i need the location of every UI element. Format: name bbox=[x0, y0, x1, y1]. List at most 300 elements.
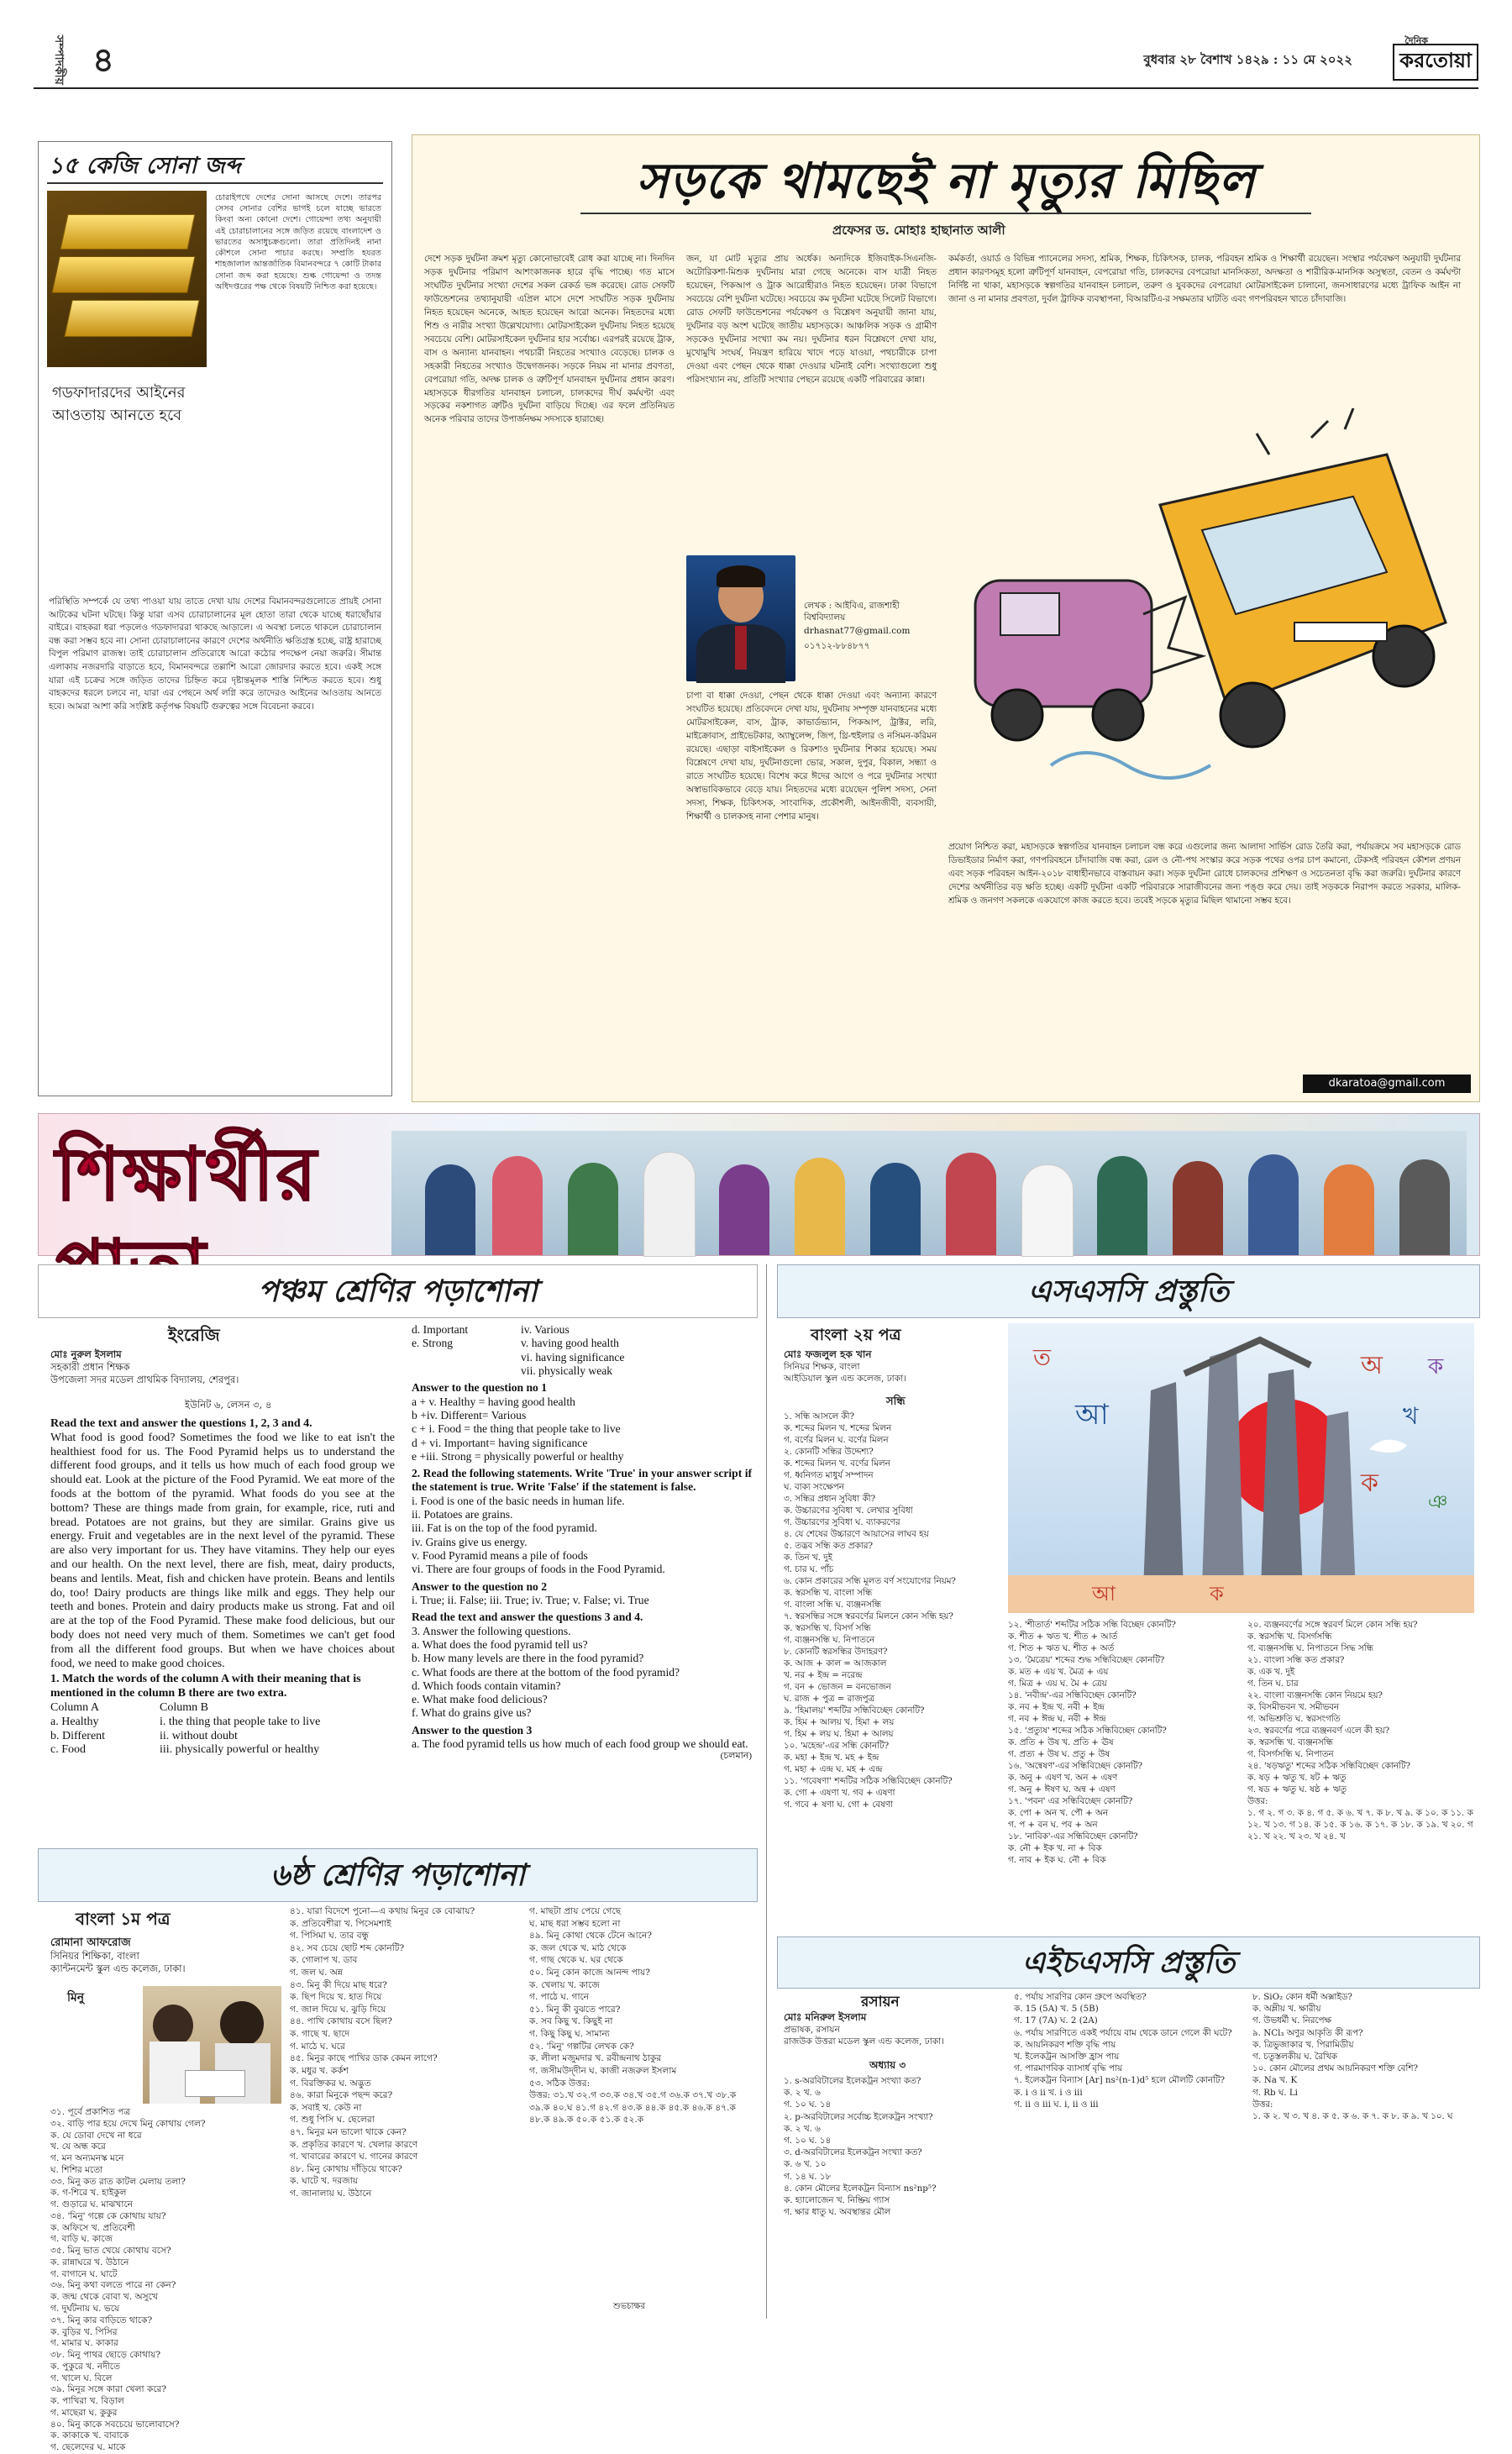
question-line: গ. জাল দিয়ে ঘ. ঝুড়ি দিয়ে bbox=[290, 2004, 386, 2015]
grade5-subject: ইংরেজি bbox=[168, 1325, 220, 1345]
ssc-teacher bbox=[784, 1348, 994, 1385]
banner-title: শিক্ষার্থীর bbox=[55, 1130, 318, 1217]
question-line: খ. যে অন্ধ করে bbox=[50, 2141, 106, 2152]
question-line: ৪. কোন মৌলের ইলেকট্রন বিন্যাস ns²np⁵? bbox=[784, 2183, 937, 2194]
question-line: গ. ১৪ ঘ. ১৮ bbox=[784, 2171, 832, 2182]
question-line: ক. i ও ii খ. i ও iii bbox=[1014, 2087, 1083, 2098]
banner-photo-strip bbox=[391, 1114, 1483, 1255]
grade5-ans1-4: e +iii. Strong = physically powerful or healthy bbox=[412, 1449, 624, 1463]
svg-text:আ: আ bbox=[1092, 1582, 1116, 1605]
question-line: গ. শিত + ঋত ঘ. শীত + অর্ত bbox=[1008, 1643, 1115, 1653]
question-line: ক. জল থেকে খ. মাঠ থেকে bbox=[529, 1942, 627, 1953]
question-line: ৩৩. মিনু কত রাত কাটল মেলায় তলা? bbox=[50, 2176, 186, 2187]
author-photo bbox=[686, 555, 795, 681]
question-line: ৬. কোন প্রকারের সন্ধি মূলত বর্ণ সংযোগের নিয়ম? bbox=[784, 1576, 956, 1586]
grade5-ans3: a. The food pyramid tells us how much of each food group we should eat. bbox=[412, 1737, 748, 1751]
question-line: গ. নাব + ইক ঘ. নৌ + বিক bbox=[1008, 1855, 1106, 1865]
question-line: ৪৯. মিনু কোথা থেকে টেনে আনে? bbox=[529, 1931, 652, 1942]
question-line: গ. বন + ভোজন = বনভোজন bbox=[784, 1682, 891, 1692]
svg-text:ত: ত bbox=[1033, 1343, 1052, 1371]
question-line: ক. অনু + এষণ খ. অন + এষণ bbox=[1008, 1773, 1118, 1783]
question-line: গ. দুর্ঘটনায় ঘ. ভয়ে bbox=[50, 2304, 120, 2315]
grade5-colA-4: e. Strong bbox=[412, 1337, 454, 1350]
question-line: ১৬. 'অন্বেষণ'-এর সন্ধিবিচ্ছেদ কোনটি? bbox=[1008, 1761, 1142, 1771]
grade5-continued: (চলমান) bbox=[720, 1751, 752, 1762]
question-line: ক. পুকুরে খ. নদীতে bbox=[50, 2361, 121, 2372]
grade5-q3: 3. Answer the following questions. bbox=[412, 1624, 571, 1637]
question-line: গ. ১০ ঘ. ১৪ bbox=[784, 2136, 832, 2147]
question-line: ক. এক খ. দুই bbox=[1247, 1667, 1295, 1677]
grade5-match-table bbox=[50, 1701, 395, 1758]
question-line: ৫১. মিনু কী বুঝতে পারে? bbox=[529, 2004, 621, 2015]
question-line: গ. ছেলেদের ঘ. মাকে bbox=[50, 2442, 126, 2453]
question-line: ক. গোলাপ খ. ডাব bbox=[290, 1955, 358, 1966]
question-line: ক. প্রকৃতির কারণে খ. খেলার কারণে bbox=[290, 2139, 418, 2150]
grade6-topic: মিনু bbox=[67, 1991, 85, 2005]
question-line: ২০. ব্যঞ্জনবর্ণের সঙ্গে স্বরবর্ণ মিলে কোন সন্ধি হয়? bbox=[1247, 1620, 1418, 1630]
question-line: গ. বাগানে ঘ. ঘাটে bbox=[50, 2268, 118, 2279]
grade5-ans1-1: b +iv. Different= Various bbox=[412, 1408, 527, 1421]
feature-title: সড়কে থামছেই না মৃত্যুর মিছিল bbox=[636, 152, 1256, 209]
hsc-teacher-role: প্রভাষক, রসায়ন bbox=[784, 2024, 840, 2035]
question-line: গ. পাঠে ঘ. গানে bbox=[529, 1992, 590, 2003]
grade5-q3-1: b. How many levels are there in the food pyramid? bbox=[412, 1652, 644, 1665]
question-line: গ. বিরক্তিকর ঘ. অদ্ভুত bbox=[290, 2078, 371, 2089]
contact-email[interactable]: dkaratoa@gmail.com bbox=[1328, 1077, 1446, 1090]
question-line: গ. ষড + ঋতু ঘ. ষষ্ঠ + ঋতু bbox=[1247, 1784, 1347, 1795]
grade5-ans1-3: d + vi. Important= having significance bbox=[412, 1436, 588, 1449]
grade5-q2: 2. Read the following statements. Write 'True' in your answer script if the statement is true. Write 'False' if the statement is false. bbox=[412, 1467, 752, 1494]
question-line: গ. গুড়ারে ঘ. মাঝখানে bbox=[50, 2199, 134, 2210]
ssc-subject: বাংলা ২য় পত্র bbox=[811, 1326, 901, 1344]
question-line: ক. স্বরসন্ধি খ. ব্যঞ্জনসন্ধি bbox=[1247, 1737, 1333, 1747]
question-line: ক. হ্যালোজেন খ. নিষ্ক্রিয় গ্যাস bbox=[784, 2195, 890, 2206]
question-line: ৪৪. পাখি কোথায় বসে ছিল? bbox=[290, 2016, 392, 2027]
grade5-teacher-role: সহকারী প্রধান শিক্ষক bbox=[50, 1361, 130, 1374]
question-line: ক. বিসমীভবন খ. সমীভবন bbox=[1247, 1702, 1340, 1712]
grade5-q3-4: e. What make food delicious? bbox=[412, 1693, 548, 1706]
grade5-colB-1: ii. without doubt bbox=[160, 1729, 238, 1742]
question-line: ১০. কোন মৌলের প্রথম আয়নিকরণ শক্তি বেশি? bbox=[1252, 2063, 1418, 2074]
sidebar-editorial bbox=[38, 141, 392, 1096]
question-line: ৫০. মিনু কোন কাজে আনন্দ পায়? bbox=[529, 1968, 650, 1978]
question-line: ক. গ-শিরে খ. হাইকুল bbox=[50, 2188, 127, 2199]
question-line: ৮. কোনটি স্বরসন্ধির উদাহরণ? bbox=[784, 1647, 888, 1657]
question-line: ৪৮. মিনু কোথায় দাঁড়িয়ে থাকে? bbox=[290, 2163, 402, 2174]
grade5-colB-4: v. having good health bbox=[521, 1337, 619, 1350]
question-line: গ. জসীমউদ্‌দীন ঘ. কাজী নজরুল ইসলাম bbox=[529, 2065, 677, 2076]
grade5-q2-5: vi. There are four groups of foods in the Food Pyramid. bbox=[412, 1563, 665, 1576]
svg-text:খ: খ bbox=[1403, 1402, 1419, 1430]
question-line: গ. মামার ঘ. কাকার bbox=[50, 2338, 118, 2349]
grade5-heading: পঞ্চম শ্রেণির পড়াশোনা bbox=[38, 1264, 758, 1318]
grade6-subject: বাংলা ১ম পত্র bbox=[76, 1909, 171, 1929]
question-line: গ. পারমাণবিক ব্যাসার্ধ বৃদ্ধি পায় bbox=[1014, 2063, 1123, 2074]
question-line: ক. আজ + কাল = আজকাল bbox=[784, 1658, 887, 1668]
hsc-school: রাজউক উত্তরা মডেল স্কুল এন্ড কলেজ, ঢাকা। bbox=[784, 2036, 944, 2047]
question-line: খ. ইলেকট্রন আসক্তি হ্রাস পায় bbox=[1014, 2052, 1120, 2063]
hsc-topic: অধ্যায় ৩ bbox=[869, 2059, 906, 2071]
question-line: ক. শীত + ঋত খ. শীত + আর্ত bbox=[1008, 1632, 1118, 1642]
question-line: ক. উচ্চারণের সুবিধা খ. লেখার সুবিধা bbox=[784, 1506, 913, 1516]
question-line: গ. ধ্বনিগত মাধুর্য সম্পাদন bbox=[784, 1470, 874, 1480]
section-tag: সম্পাদকীয় bbox=[52, 35, 66, 85]
ssc-col-3 bbox=[1247, 1619, 1474, 1930]
question-line: ৯. 'হিমালয়' শব্দটির সন্ধিবিচ্ছেদ কোনটি? bbox=[784, 1705, 925, 1716]
question-line: ২৩. স্বরবর্ণের পরে ব্যঞ্জনবর্ণ এলে কী হয়? bbox=[1247, 1726, 1390, 1736]
grade5-q2-1: ii. Potatoes are grains. bbox=[412, 1508, 513, 1521]
question-line: ঘ. শিশির মতো bbox=[50, 2164, 103, 2175]
grade5-instruction-2: Read the text and answer the questions 3 and 4. bbox=[412, 1611, 643, 1624]
question-line: ক. 15 (5A) খ. 5 (5B) bbox=[1014, 2004, 1099, 2015]
question-line: ক. পো + অন খ. পৌ + অন bbox=[1008, 1808, 1109, 1818]
question-line: ক. অম্লীয় খ. ক্ষারীয় bbox=[1252, 2004, 1321, 2015]
monument-svg bbox=[1008, 1323, 1474, 1613]
grade6-continued: শুভচাক্ষর bbox=[613, 2302, 645, 2311]
ssc-topic: সন্ধি bbox=[886, 1395, 906, 1408]
sidebar-intro: চোরাইপথে দেশের সোনা আসছে দেশে। তারপর সেসব সোনার বেশির ভাগই চলে যাচ্ছে ভারতে কিংবা অন্য কোনো দেশে। গোয়েন্দা তথ্য অনুযায়ী এই চোরাচালানের সঙ্গে জড়িত রয়েছে বাংলাদেশ ও ভারতের অসাধুচক্রগুলো। তারা প্রতিদিনই নানা কৌশলে সোনা পাচার করছে। সম্প্রতি হযরত শাহজালাল আন্তর্জাতিক বিমানবন্দরে ৭ কোটি টাকার সোনা জব্দ করা হয়েছে। শুল্ক গোয়েন্দা ও তদন্ত অধিদপ্তরের পক্ষ থেকে বিষয়টি নিশ্চিত করা হয়েছে। bbox=[215, 193, 381, 292]
grade5-q2-0: i. Food is one of the basic needs in human life. bbox=[412, 1494, 625, 1507]
question-line: গ. Rb ঘ. Li bbox=[1252, 2087, 1298, 2098]
question-line: ৪০. মিনু কাকে সবচেয়ে ভালোবাসে? bbox=[50, 2419, 180, 2430]
question-line: ১৪. 'নবীন্দ্র'-এর সন্ধিবিচ্ছেদ কোনটি? bbox=[1008, 1690, 1137, 1700]
question-line: গ. মন অন্যমনস্ক মনে bbox=[50, 2153, 124, 2164]
question-line: গ. প + বন ঘ. পব + অন bbox=[1008, 1820, 1098, 1830]
question-line: ৯. NCl₃ অণুর আকৃতি কী রূপ? bbox=[1252, 2027, 1363, 2038]
question-line: ক. প্রতিবেশীরা খ. পিসেমশাই bbox=[290, 1918, 391, 1929]
grade5-school: উপজেলা সদর মডেল প্রাথমিক বিদ্যালয়, শেরপুর। bbox=[50, 1374, 239, 1386]
kids-reading-photo bbox=[143, 1986, 281, 2104]
grade5-q2-4: v. Food Pyramid means a pile of foods bbox=[412, 1549, 588, 1562]
ssc-school: আইডিয়াল স্কুল এন্ড কলেজ, ঢাকা। bbox=[784, 1373, 906, 1384]
grade5-colB-2: iii. physically powerful or healthy bbox=[160, 1743, 320, 1757]
sidebar-title-rule bbox=[47, 182, 383, 184]
grade5-passage: What food is good food? Sometimes the food we like to eat isn't the healthiest food for us. The Food Pyramid helps us to understand the different food groups, and it tells us how much of each food group we should eat. Look at the picture of the Food Pyramid. We eat more of the foods at the bottom of the pyramid. What foods do you see at the bottom? These are things made from grain, for example, rice, ruti and bread. Potatoes are not grains, but they are similar. Grains give us energy. Fruit and vegetables are in the next level of the pyramid. These are also very important for us. They have vitamins. They help our eyes and our health. On the next level, there are fish, meat, dairy products, beans and lentils. Meat, fish and chicken have protein. Beans and lentils do, too! Dairy products are things like milk and eggs. They help our teeth and bones. Protein and dairy products make us strong. Fat and oil are at the top of the Food Pyramid. These make food delicious, but our body does not need very much of them. Sometimes we can't get food from all the different food groups. But when we have choices about food, we need to make good choices. bbox=[50, 1431, 395, 1670]
svg-text:ক: ক bbox=[1361, 1469, 1378, 1498]
question-line: ক. সবাই খ. কেউ না bbox=[290, 2102, 362, 2113]
grade5-q3-3: d. Which foods contain vitamin? bbox=[412, 1679, 561, 1692]
shaheed-minar-illustration bbox=[1008, 1323, 1474, 1613]
question-line: ৩. সন্ধির প্রধান সুবিধা কী? bbox=[784, 1494, 876, 1504]
question-line: ৪৬. কারা মিনুকে পছন্দ করে? bbox=[290, 2090, 393, 2101]
question-line: ৩৬. মিনু কথা বলতে পারে না কেন? bbox=[50, 2280, 176, 2291]
grade5-colB-0: i. the thing that people take to live bbox=[160, 1715, 321, 1728]
author-email[interactable]: drhasnat77@gmail.com bbox=[804, 626, 911, 636]
grade5-ans1-0: a + v. Healthy = having good health bbox=[412, 1395, 575, 1408]
grade5-instruction-1: Read the text and answer the questions 1, 2, 3 and 4. bbox=[50, 1417, 312, 1430]
question-line: ৩৯. মিনুর সঙ্গে কারা খেলা করে? bbox=[50, 2384, 167, 2395]
question-line: ২. p-অরবিটালের সর্বোচ্চ ইলেকট্রন সংখ্যা? bbox=[784, 2111, 933, 2122]
question-line: গ. মাছটা প্রায় পেয়ে গেছে bbox=[529, 1906, 622, 1916]
grade5-q2-3: iv. Grains give us energy. bbox=[412, 1535, 528, 1548]
accident-illustration bbox=[950, 404, 1462, 833]
question-line: ১৮. 'নাবিক'-এর সন্ধিবিচ্ছেদ কোনটি? bbox=[1008, 1831, 1138, 1842]
question-line: ক. সব কিছু খ. কিছুই না bbox=[529, 2016, 613, 2027]
question-line: ৩৮. মিনু পাথর ছোড়ে কোথায়? bbox=[50, 2350, 161, 2361]
question-line: ক. তিন খ. দুই bbox=[784, 1553, 832, 1563]
author-caption: লেখক : আইবিএ, রাজশাহী বিশ্ববিদ্যালয় bbox=[804, 601, 900, 623]
question-line: ক. কাকাকে খ. বাবাকে bbox=[50, 2430, 129, 2441]
question-line: গ. হিম + লয় ঘ. হিমা + আলয় bbox=[784, 1729, 894, 1739]
question-line: গ. মাঠে ঘ. ঘরে bbox=[290, 2041, 345, 2052]
question-line: গ. ১০ ঘ. ১৪ bbox=[784, 2099, 832, 2110]
sidebar-title: ১৫ কেজি সোনা জব্দ bbox=[49, 153, 241, 179]
question-line: ৫২. 'মিনু' গল্পটির লেখক কে? bbox=[529, 2041, 634, 2052]
grade6-teacher-name: রোমানা আফরোজ bbox=[50, 1936, 131, 1949]
question-line: গ. ব্যঞ্জনসন্ধি ঘ. নিপাতনে bbox=[784, 1635, 875, 1645]
grade6-heading: ৬ষ্ঠ শ্রেণির পড়াশোনা bbox=[38, 1848, 758, 1902]
question-line: ক. শব্দের মিলন খ. বর্ণের মিলন bbox=[784, 1458, 890, 1469]
sidebar-body: পরিস্থিতি সম্পর্কে যে তথ্য পাওয়া যায় তাতে দেখা যায় দেশের বিমানবন্দরগুলোতে প্রায়ই সোনা আটকের ঘটনা ঘটছে। কিন্তু যারা এসব চোরাচালানের মূল হোতা তারা থেকে যাচ্ছে ধরাছোঁয়ার বাইরে। বাহকরা ধরা পড়লেও গডফাদাররা থাকছে আড়ালে। এ অবস্থা চলতে থাকলে চোরাচালান বন্ধ করা সম্ভব হবে না। সোনা চোরাচালানের কারণে দেশের অর্থনীতি ক্ষতিগ্রস্ত হচ্ছে, রাষ্ট্র হারাচ্ছে বিপুল পরিমাণ রাজস্ব। তাই চোরাচালান প্রতিরোধে আরো কঠোর পদক্ষেপ নেয়া জরুরি। সীমান্ত এলাকায় নজরদারি বাড়াতে হবে, বিমানবন্দরে তল্লাশি আরো জোরদার করতে হবে। একই সঙ্গে যারা এই চক্রের সঙ্গে জড়িত তাদের চিহ্নিত করে দৃষ্টান্তমূলক শাস্তি নিশ্চিত করতে হবে। শুধু বাহকদের ধরলে চলবে না, যারা এর পেছনে অর্থ লগ্নি করে তাদেরও আইনের আওতায় আনতে হবে। আমরা আশা করি সংশ্লিষ্ট কর্তৃপক্ষ বিষয়টি গুরুত্বের সঙ্গে বিবেচনা করবে। bbox=[49, 596, 381, 712]
question-line: ক. ছিপ দিয়ে খ. হাত দিয়ে bbox=[290, 1992, 382, 2003]
question-line: ক. লীলা মজুমদার খ. রবীন্দ্রনাথ ঠাকুর bbox=[529, 2053, 662, 2064]
accident-svg bbox=[950, 404, 1462, 833]
feature-col-2: জন, যা মোট মৃত্যুর প্রায় অর্ধেক। অন্যদিকে ইজিবাইক-সিএনজি-অটোরিকশা-মিশুক দুর্ঘটনায় মারা গেছে অনেকে। বাস যাত্রী নিহত হয়েছেন, পিকআপ ও ট্রাক আরোহীরাও নিহত হয়েছেন। ঢাকা বিভাগে সবচেয়ে বেশি দুর্ঘটনা ঘটেছে। সবচেয়ে কম দুর্ঘটনা ঘটেছে সিলেট বিভাগে। রোড সেফটি ফাউন্ডেশনের পর্যবেক্ষণ ও বিশ্লেষণ অনুযায়ী জানা যায়, দুর্ঘটনার বড় অংশ ঘটেছে জাতীয় মহাসড়কে। আঞ্চলিক সড়ক ও গ্রামীণ সড়কেও দুর্ঘটনার সংখ্যা কম নয়। দুর্ঘটনার ধরন বিশ্লেষণে দেখা যায়, মুখোমুখি সংঘর্ষ, নিয়ন্ত্রণ হারিয়ে খাদে পড়ে যাওয়া, পথচারীকে চাপা দেওয়া এবং পেছন থেকে ধাক্কা দেওয়ার ঘটনাই বেশি। সংখ্যাগুলো শুধু পরিসংখ্যান নয়, প্রতিটি সংখ্যার পেছনে রয়েছে একটি পরিবারের কান্না। bbox=[686, 254, 937, 385]
lower-divider bbox=[766, 1264, 767, 2319]
question-line: ২. কোনটি সন্ধির উদ্দেশ্য? bbox=[784, 1447, 874, 1457]
question-line: ১. গ ২. গ ৩. ক ৪. গ ৫. ক ৬. খ ৭. ক ৮. খ ৯. ক ১০. ক ১১. ক ১২. খ ১৩. গ ১৪. ক ১৫. ক ১৬. ক ১৭. ক ১৮. ক ১৯. খ ২০. গ ২১. খ ২২. খ ২৩. খ ২৪. খ bbox=[1247, 1808, 1473, 1842]
ssc-teacher-role: সিনিয়র শিক্ষক, বাংলা bbox=[784, 1361, 860, 1372]
feature-col-1: দেশে সড়ক দুর্ঘটনা ক্রমশ মৃত্যু কোনোভাবেই রোধ করা যাচ্ছে না। দিনদিন সড়ক দুর্ঘটনার পরিমাণ আশংকাজনক হারে বৃদ্ধি পাচ্ছে। গত মাসে সংঘটিত দুর্ঘটনার সংখ্যা দেশের সকল রেকর্ড ভঙ্গ করেছে। রোড সেফটি ফাউন্ডেশনের তথ্যানুযায়ী এপ্রিল মাসে দেশে সংঘটিত সড়ক দুর্ঘটনায় নিহত হয়েছেন অনেকে, আহত হয়েছেন আরো অনেক। নিহতদের মধ্যে শিশু ও নারীর সংখ্যা উল্লেখযোগ্য। মোটরসাইকেল দুর্ঘটনায় নিহত হয়েছে সবচেয়ে বেশি। মোটরসাইকেল দুর্ঘটনার হার সর্বোচ্চ। এরপরই রয়েছে ট্রাক, বাস ও অন্যান্য যানবাহন। পথচারী নিহতের সংখ্যাও বেড়েছে। চালক ও সহকারী নিহতের সংখ্যাও উদ্বেগজনক। সড়কে নিয়ম না মানার প্রবণতা, বেপরোয়া গতি, অদক্ষ চালক ও ত্রুটিপূর্ণ যানবাহন দুর্ঘটনার প্রধান কারণ। মহাসড়কে ধীরগতির যানবাহন চলাচল, চালকদের দীর্ঘ কর্মঘণ্টা এবং সড়কের নকশাগত ত্রুটিও দুর্ঘটনা বাড়িয়ে দিচ্ছে। এর ফলে প্রতিনিয়ত অনেক পরিবার তাদের উপার্জনক্ষম সদস্যকে হারাচ্ছে। bbox=[424, 254, 675, 425]
question-line: খ. নর + ইন্দ্র = নরেন্দ্র bbox=[784, 1670, 863, 1680]
question-line: ৪৭. মিনুর মন ভালো থাকে কেন? bbox=[290, 2126, 407, 2137]
grade5-colA-3: d. Important bbox=[412, 1323, 469, 1336]
question-line: গ. গবে + ষণা ঘ. গো + বেষণা bbox=[784, 1800, 894, 1810]
question-line: ৫. তদ্ভব সন্ধি কত প্রকার? bbox=[784, 1541, 873, 1551]
question-line: গ. খাবারের কারণে ঘ. গানের কারণে bbox=[290, 2152, 418, 2162]
question-line: গ. অভিশ্রুতি ঘ. স্বরসংগতি bbox=[1247, 1714, 1341, 1724]
question-line: ক. ২ খ. ৬ bbox=[784, 2088, 821, 2099]
grade5-teacher-name: মোঃ নুরুল ইসলাম bbox=[50, 1348, 122, 1360]
students-banner bbox=[38, 1113, 1480, 1256]
hsc-teacher bbox=[784, 2011, 1002, 2048]
gold-bars-image bbox=[47, 191, 207, 367]
question-line: ক. যে ডোবা দেখে না ধরে bbox=[50, 2130, 142, 2141]
grade5-colB-5: vi. having significance bbox=[521, 1350, 625, 1364]
grade5-colA-0: a. Healthy bbox=[50, 1715, 99, 1728]
grade6-col-2 bbox=[290, 1905, 517, 2317]
grade6-teacher bbox=[50, 1936, 269, 1976]
grade5-ans3-head: Answer to the question 3 bbox=[412, 1723, 533, 1737]
feature-col-3: কর্মকর্তা, ওয়ার্ড ও বিভিন্ন প্যানেলের সদস্য, শ্রমিক, শিক্ষক, চিকিৎসক, চালক, পরিবহন শ্রমিক ও শিক্ষার্থী রয়েছেন। সংস্থার পর্যবেক্ষণ অনুযায়ী দুর্ঘটনার প্রধান কারণসমূহ হলো ত্রুটিপূর্ণ যানবাহন, বেপরোয়া গতি, চালকদের বেপরোয়া মানসিকতা, অদক্ষতা ও শারীরিক-মানসিক অসুস্থতা, বেতন ও কর্মঘণ্টা নির্দিষ্ট না থাকা, মহাসড়কে স্বল্পগতির যানবাহন চলাচল, তরুণ ও যুবকদের বেপরোয়া মোটরসাইকেল চালানো, জনসাধারণের মধ্যে ট্রাফিক আইন না জানা ও না মানার প্রবণতা, দুর্বল ট্রাফিক ব্যবস্থাপনা, বিআরটিএ-র সক্ষমতার ঘাটতি এবং গণপরিবহন খাতে চাঁদাবাজি। bbox=[948, 254, 1461, 304]
question-line: ক. হিম + আলয় খ. হিমা + লয় bbox=[784, 1717, 895, 1727]
question-line: ৩. d-অরবিটালের ইলেকট্রন সংখ্যা কত? bbox=[784, 2147, 922, 2158]
feature-col-2b: চাপা বা ধাক্কা দেওয়া, পেছন থেকে ধাক্কা দেওয়া এবং অন্যান্য কারণে সংঘটিত হয়েছে। প্রতিবেদনে দেখা যায়, দুর্ঘটনায় সম্পৃক্ত যানবাহনের মধ্যে মোটরসাইকেল, বাস, ট্রাক, কাভার্ডভ্যান, পিকআপ, ট্রাক্টর, লরি, মাইক্রোবাস, প্রাইভেটকার, অ্যাম্বুলেন্স, জিপ, থ্রি-হুইলার ও নসিমন-করিমন রয়েছে। এছাড়া বাইসাইকেল ও রিকশাও দুর্ঘটনার শিকার হয়েছে। সময় বিশ্লেষণে দেখা যায়, দুর্ঘটনাগুলো ভোর, সকাল, দুপুর, বিকাল, সন্ধ্যা ও রাতে সংঘটিত হয়েছে। বিশেষ করে ঈদের আগে ও পরে দুর্ঘটনার সংখ্যা অস্বাভাবিকভাবে বেড়ে যায়। নিহতদের মধ্যে রয়েছেন পুলিশ সদস্য, সেনা সদস্য, শিক্ষক, চিকিৎসক, সাংবাদিক, প্রকৌশলী, আইনজীবী, ব্যবসায়ী, শিক্ষার্থী ও চালকসহ নানা পেশার মানুষ। bbox=[686, 691, 937, 822]
svg-text:ঞ: ঞ bbox=[1428, 1492, 1448, 1513]
hsc-col-3 bbox=[1252, 1991, 1475, 2317]
question-line: গ. মিত্র + এয় ঘ. মৈ + ত্রেয় bbox=[1008, 1679, 1107, 1689]
question-line: গ. মহা + এন্দ্র ঘ. মহ + এন্দ্র bbox=[784, 1764, 883, 1774]
hsc-subject: রসায়ন bbox=[861, 1994, 900, 2010]
grade5-ans1-head: Answer to the question no 1 bbox=[412, 1381, 548, 1395]
brand-logo: করতোয়া bbox=[1393, 44, 1478, 81]
grade5-unit: ইউনিট ৬, লেসন ৩, ৪ bbox=[185, 1399, 272, 1411]
feature-col-4: প্রয়োগ নিশ্চিত করা, মহাসড়কে স্বল্পগতির যানবাহন চলাচল বন্ধ করে এগুলোর জন্য আলাদা সার্ভিস রোড তৈরি করা, পর্যায়ক্রমে সব মহাসড়কে রোড ডিভাইডার নির্মাণ করা, গণপরিবহনে চাঁদাবাজি বন্ধ করা, রেল ও নৌ-পথ সংস্কার করে সড়ক পথের ওপর চাপ কমানো, টেকসই পরিবহন কৌশল প্রণয়ন এবং সড়ক পরিবহন আইন-২০১৮ বাধাহীনভাবে বাস্তবায়ন করা। সড়ক দুর্ঘটনা রোধে চালকদের প্রশিক্ষণ ও সচেতনতা বৃদ্ধি করা জরুরি। দুর্ঘটনার কারণে দেশের অর্থনীতির বড় ক্ষতি হচ্ছে। একটি দুর্ঘটনা একটি পরিবারকে সারাজীবনের জন্য পঙ্গু করে দেয়। তাই সড়ককে নিরাপদ করতে সরকার, মালিক-শ্রমিক ও জনগণ সকলকে একযোগে কাজ করতে হবে। তবেই সড়কে মৃত্যুর মিছিল থামানো সম্ভব হবে। bbox=[948, 842, 1461, 906]
question-line: গ. চতুস্তলকীয় ঘ. রৈখিক bbox=[1252, 2052, 1337, 2063]
question-line: ক. নৌ + ইক খ. না + বিক bbox=[1008, 1843, 1102, 1853]
grade6-school: ক্যান্টনমেন্ট স্কুল এন্ড কলেজ, ঢাকা। bbox=[50, 1963, 186, 1975]
grade5-colA-head: Column A bbox=[50, 1700, 99, 1714]
svg-text:অ: অ bbox=[1361, 1351, 1383, 1380]
question-line: ৫৩. সঠিক উত্তর: bbox=[529, 2078, 591, 2089]
grade5-q3-2: c. What foods are there at the bottom of the food pyramid? bbox=[412, 1665, 680, 1679]
question-line: ক. স্বরসন্ধি খ. বিসর্গ সন্ধি bbox=[784, 1623, 871, 1633]
grade5-ans1-2: c + i. Food = the thing that people take to live bbox=[412, 1422, 621, 1436]
question-line: গ. চার ঘ. পাঁচ bbox=[784, 1564, 834, 1574]
grade5-q2-2: iii. Fat is on the top of the food pyramid. bbox=[412, 1521, 597, 1535]
question-line: ১০. 'মহেন্দ্র'-এর সন্ধি কোনটি? bbox=[784, 1741, 890, 1751]
question-line: ৩৭. মিনু কার বাড়িতে থাকে? bbox=[50, 2315, 153, 2325]
question-line: ক. মহা + ইন্দ্র খ. মহ + ইন্দ্র bbox=[784, 1752, 879, 1763]
question-line: ৪. যে শেষের উচ্চারণে আয়াসের লাঘব হয় bbox=[784, 1529, 929, 1539]
grade5-colB-6: vii. physically weak bbox=[521, 1364, 613, 1377]
question-line: ক. ২ খ. ৬ bbox=[784, 2123, 821, 2134]
question-line: ৭. ইলেকট্রন বিন্যাস [Ar] ns²(n-1)d⁵ হলে মৌলটি কোনটি? bbox=[1014, 2075, 1226, 2086]
question-line: গ. জানালায় ঘ. উঠানে bbox=[290, 2189, 372, 2199]
grade5-colB-3: iv. Various bbox=[521, 1323, 570, 1336]
question-line: ৬. পর্যায় সারণিতে একই পর্যায়ে বাম থেকে ডানে গেলে কী ঘটে? bbox=[1014, 2027, 1232, 2038]
question-line: ক. ষড় + ঋতু খ. ষট + ঋতু bbox=[1247, 1773, 1347, 1783]
question-line: ১. ক ২. খ ৩. খ ৪. ক ৫. ক ৬. ক ৭. ক ৮. ক ৯. খ ১০. ঘ bbox=[1252, 2111, 1453, 2122]
question-line: গ. তিন ঘ. চার bbox=[1247, 1679, 1299, 1689]
question-line: ২১. বাংলা সন্ধি কত প্রকার? bbox=[1247, 1655, 1345, 1665]
hsc-col-1 bbox=[784, 2075, 1002, 2317]
question-line: ৩৫. মিনু ভাত খেয়ে কোথায় বসে? bbox=[50, 2246, 171, 2257]
question-line: গ. কিছু কিছু ঘ. সামান্য bbox=[529, 2029, 610, 2040]
question-line: ক. নব + ইন্দ্র খ. নবী + ইন্দ্র bbox=[1008, 1702, 1105, 1712]
question-line: ৩১. পূর্বে প্রকাশিত পত্র bbox=[50, 2107, 131, 2117]
grade5-left-col bbox=[50, 1417, 395, 1837]
question-line: গ. 17 (7A) ঘ. 2 (2A) bbox=[1014, 2015, 1098, 2026]
feature-author: প্রফেসর ড. মোহাঃ হাছানাত আলী bbox=[832, 223, 1005, 238]
sidebar-subhead: গডফাদারদের আইনের আওতায় আনতে হবে bbox=[52, 384, 186, 424]
question-line: ক. Na খ. K bbox=[1252, 2075, 1298, 2086]
grade5-ans2: i. True; ii. False; iii. True; iv. True; v. False; vi. True bbox=[412, 1593, 649, 1606]
question-line: ৭. স্বরসন্ধির সঙ্গে স্বরবর্ণের মিলনে কোন সন্ধি হয়? bbox=[784, 1611, 953, 1621]
question-line: গ. বাংলা সন্ধি ঘ. ব্যঞ্জনসন্ধি bbox=[784, 1600, 882, 1610]
question-line: ক. খেলায় খ. কাজে bbox=[529, 1979, 600, 1990]
grade6-col-3 bbox=[529, 1905, 752, 2317]
question-line: ১৫. 'প্রত্যুষ' শব্দের সঠিক সন্ধিবিচ্ছেদ কোনটি? bbox=[1008, 1726, 1167, 1736]
question-line: গ. গাছ থেকে ঘ. ঘর থেকে bbox=[529, 1955, 623, 1966]
grade5-ans2-head: Answer to the question no 2 bbox=[412, 1579, 548, 1593]
question-line: ক. পাখিরা খ. বিড়াল bbox=[50, 2396, 124, 2407]
question-line: ১৭. 'পবন' এর সন্ধিবিচ্ছেদ কোনটি? bbox=[1008, 1796, 1133, 1806]
feature-title-rule bbox=[580, 213, 1311, 214]
grade5-teacher bbox=[50, 1348, 386, 1387]
question-line: গ. ক্ষার ধাতু ঘ. অবস্থান্তর মৌল bbox=[784, 2207, 891, 2218]
author-phone: ০১৭১২-৮৮৪৮৭৭ bbox=[804, 641, 870, 651]
question-line: ১. সন্ধি আসলে কী? bbox=[784, 1411, 854, 1421]
ssc-heading: এসএসসি প্রস্তুতি bbox=[777, 1264, 1480, 1318]
question-line: গ. বাড়ি ঘ. কাজে bbox=[50, 2234, 113, 2245]
grade5-q3-0: a. What does the food pyramid tell us? bbox=[412, 1637, 588, 1651]
question-line: গ. বিসর্গসন্ধি ঘ. নিপাতন bbox=[1247, 1749, 1334, 1759]
question-line: ক. জন্ম থেকে বোবা খ. অসুখে bbox=[50, 2292, 158, 2303]
header-date: বুধবার ২৮ বৈশাখ ১৪২৯ : ১১ মে ২০২২ bbox=[1143, 52, 1352, 67]
grade6-body bbox=[42, 1905, 756, 2453]
question-line: ক. স্বরসন্ধি খ. বিসর্গসন্ধি bbox=[1247, 1632, 1332, 1642]
ssc-teacher-name: মোঃ ফজলুল হক খান bbox=[784, 1348, 872, 1360]
svg-text:ক: ক bbox=[1428, 1354, 1444, 1379]
question-line: ৩৪. 'মিনু' গল্পে কে কোথায় যায়? bbox=[50, 2210, 166, 2221]
question-line: ১৩. 'মৈত্রেয়' শব্দের শুদ্ধ সন্ধিবিচ্ছেদ কোনটি? bbox=[1008, 1655, 1165, 1665]
question-line: ক. বুড়ির খ. পিসির bbox=[50, 2326, 118, 2337]
question-line: গ. শুধু পিসি ঘ. ছেলেরা bbox=[290, 2115, 375, 2126]
question-line: ৪১. যারা বিদেশে পুনো—এ কথায় মিনুর কে বোঝায়? bbox=[290, 1906, 475, 1916]
question-line: গ. অনু + ঈষণ ঘ. অন্ব + এষণ bbox=[1008, 1784, 1116, 1795]
question-line: ১. s-অরবিটালের ইলেকট্রন সংখ্যা কত? bbox=[784, 2076, 921, 2086]
grade5-q3-5: f. What do grains give us? bbox=[412, 1706, 532, 1720]
question-line: গ. উভধর্মী ঘ. নিরপেক্ষ bbox=[1252, 2015, 1331, 2026]
question-line: ১১. 'গবেষণা' শব্দটির সঠিক সন্ধিবিচ্ছেদ কোনটি? bbox=[784, 1776, 953, 1786]
author-block bbox=[686, 555, 937, 681]
question-line: ৮. SiO₂ কোন ধর্মী অক্সাইড? bbox=[1252, 1992, 1352, 2002]
question-line: গ. বর্ণের মিলন ঘ. বর্ণের মিলন bbox=[784, 1435, 889, 1445]
question-line: ঘ. বাক্য সংক্ষেপন bbox=[784, 1482, 844, 1492]
ssc-body bbox=[777, 1323, 1478, 1936]
question-line: গ. ব্যঞ্জনসন্ধি ঘ. নিপাতনে সিদ্ধ সন্ধি bbox=[1247, 1643, 1373, 1653]
ssc-col-2 bbox=[1008, 1619, 1235, 1930]
question-line: ৫. পর্যায় সারণির কোন গ্রুপে অবস্থিত? bbox=[1014, 1992, 1147, 2002]
question-line: ৩২. বাড়ি পার হয়ে দেখে মিনু কোথায় গেল? bbox=[50, 2118, 206, 2129]
question-line: উত্তর: bbox=[1252, 2099, 1273, 2110]
feature-contact bbox=[1303, 1075, 1471, 1093]
question-line: ৪২. সব চেয়ে ছোট শব্দ কোনটি? bbox=[290, 1942, 405, 1953]
grade5-body bbox=[42, 1323, 756, 1840]
page-header bbox=[34, 32, 1478, 89]
question-line: ক. শব্দের মিলন খ. শব্দের মিলন bbox=[784, 1423, 892, 1433]
question-line: ক. ত্রিভুজাকার খ. পিরামিডীয় bbox=[1252, 2039, 1354, 2050]
question-line: ক. আয়নিকরণ শক্তি বৃদ্ধি পায় bbox=[1014, 2039, 1116, 2050]
question-line: ক. রান্নাঘরে খ. উঠানে bbox=[50, 2257, 129, 2267]
question-line: ক. মধুর খ. কর্কশ bbox=[290, 2065, 349, 2076]
ssc-col-1 bbox=[784, 1411, 994, 1931]
hsc-col-2 bbox=[1014, 1991, 1241, 2317]
question-line: গ. খালে ঘ. বিলে bbox=[50, 2373, 113, 2383]
question-line: গ. প্রত্য + উষ ঘ. প্রতু + উষ bbox=[1008, 1749, 1110, 1759]
question-line: ঘ. রাজ + পুত্র = রাজপুত্র bbox=[784, 1694, 875, 1704]
feature-article bbox=[412, 134, 1480, 1102]
question-line: ক. অফিসে খ. প্রতিবেশী bbox=[50, 2222, 135, 2233]
hsc-heading: এইচএসসি প্রস্তুতি bbox=[777, 1936, 1480, 1989]
question-line: উত্তর: ৩১.খ ৩২.গ ৩৩.ক ৩৪.খ ৩৫.গ ৩৬.ক ৩৭.খ ৩৮.ক ৩৯.ক ৪০.ঘ ৪১.গ ৪২.গ ৪৩.ক ৪৪.ক ৪৫.ক ৪৬.ক ৪৭.ক ৪৮.ক ৪৯.ক ৫০.ক ৫১.ক ৫২.ক bbox=[529, 2090, 737, 2126]
svg-text:ক: ক bbox=[1210, 1582, 1224, 1605]
question-line: গ. নব + ঈন্দ্র ঘ. নবী + ঈন্দ্র bbox=[1008, 1714, 1106, 1724]
question-line: গ. উচ্চারণের সুবিধা ঘ. ব্যাকরণের bbox=[784, 1517, 900, 1527]
question-line: ক. ঘাটে খ. দরজায় bbox=[290, 2176, 359, 2187]
question-line: গ. ii ও iii ঘ. i, ii ও iii bbox=[1014, 2099, 1099, 2110]
question-line: ক. স্বরসন্ধি খ. বাংলা সন্ধি bbox=[784, 1588, 873, 1598]
hsc-body bbox=[777, 1991, 1478, 2319]
question-line: ক. ৬ খ. ১০ bbox=[784, 2159, 827, 2170]
grade5-colB-head: Column B bbox=[160, 1700, 208, 1714]
question-line: গ. মাছেরা ঘ. কুকুর bbox=[50, 2407, 118, 2418]
question-line: ৪৫. মিনুর কাছে পাখির ডাক কেমন লাগে? bbox=[290, 2053, 438, 2064]
question-line: ক. গো + এষণা খ. গব + এষণা bbox=[784, 1788, 895, 1798]
grade5-colA-2: c. Food bbox=[50, 1743, 86, 1757]
page-number: ৪ bbox=[92, 41, 114, 80]
question-line: ১২. 'শীতার্ত' শব্দটির সঠিক সন্ধি বিচ্ছেদ কোনটি? bbox=[1008, 1620, 1176, 1630]
grade5-q1: 1. Match the words of the column A with their meaning that is mentioned in the column B there are two extra. bbox=[50, 1673, 361, 1700]
question-line: ২২. বাংলা ব্যঞ্জনসন্ধি কোন নিয়মে হয়? bbox=[1247, 1690, 1383, 1700]
question-line: ৪৩. মিনু কী দিয়ে মাছ ধরে? bbox=[290, 1979, 387, 1990]
question-line: ক. মত + এয় খ. মৈত্র + এয় bbox=[1008, 1667, 1109, 1677]
question-line: গ. পিসিমা ঘ. তার বন্ধু bbox=[290, 1931, 370, 1942]
question-line: ক. প্রতি + উষ খ. প্রতি + ঊষ bbox=[1008, 1737, 1114, 1747]
brand-small: দৈনিক bbox=[1404, 35, 1428, 46]
svg-text:আ: আ bbox=[1075, 1398, 1109, 1432]
